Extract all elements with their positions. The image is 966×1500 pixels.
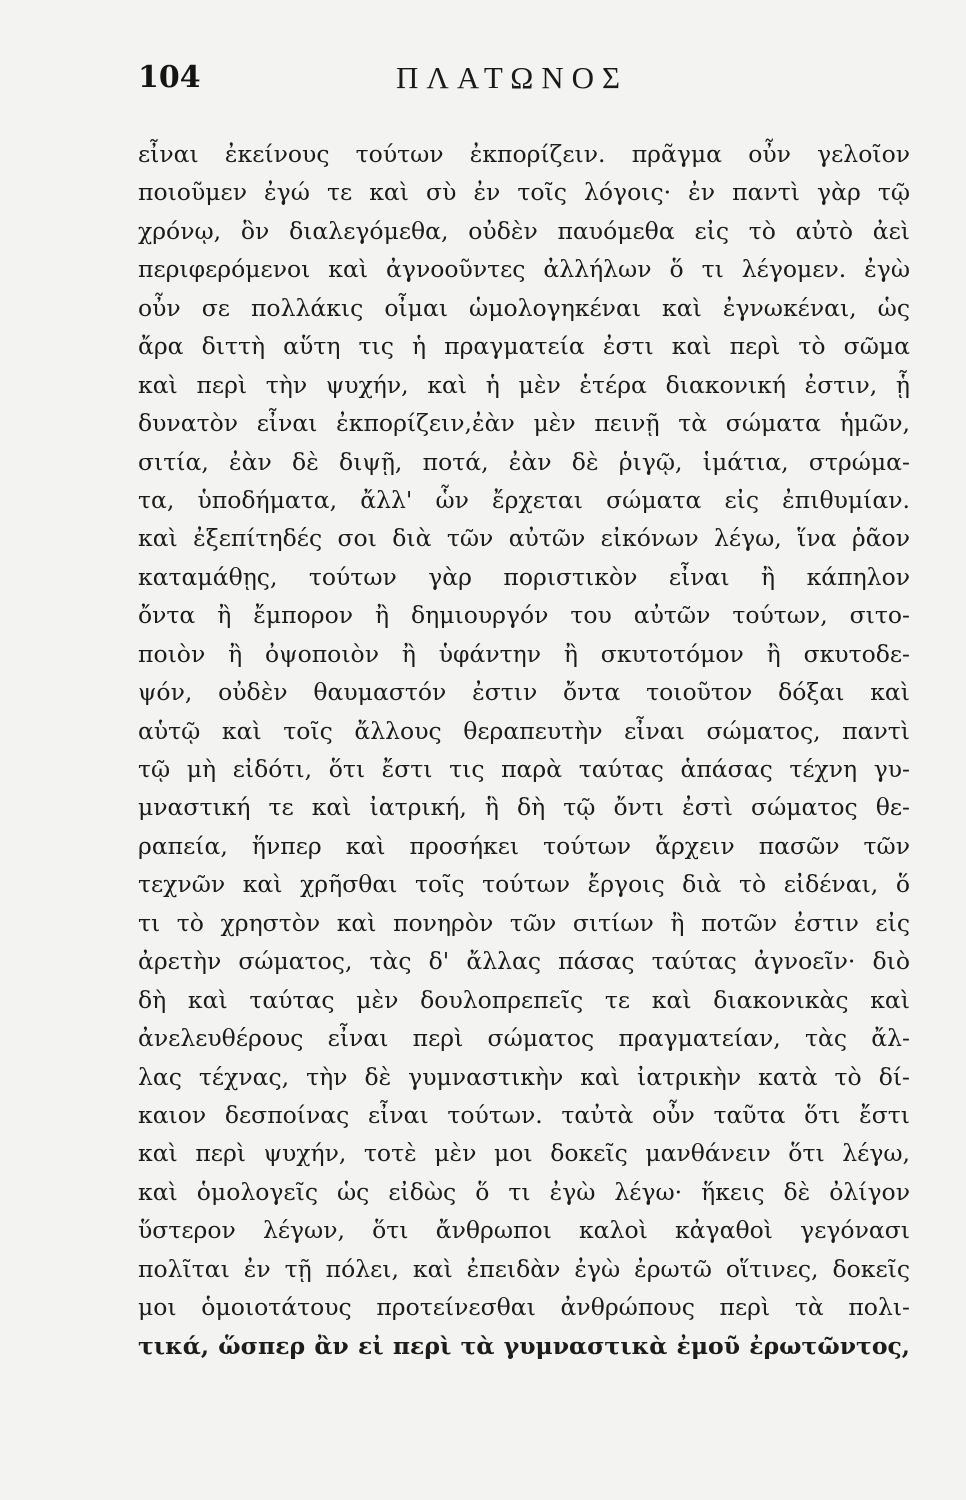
text-line: λας τέχνας, τὴν δὲ γυμναστικὴν καὶ ἰατρικὴν κατὰ τὸ δί-	[138, 1062, 910, 1091]
text-line: δυνατὸν εἶναι ἐκπορίζειν,ἐὰν μὲν πεινῇ τὰ σώματα ἡμῶν,	[138, 409, 910, 438]
text-line: ἀρετὴν σώματος, τὰς δ' ἄλλας πάσας ταύτας ἀγνοεῖν· διὸ	[138, 947, 910, 976]
text-line: μοι ὁμοιοτάτους προτείνεσθαι ἀνθρώπους περὶ τὰ πολι-	[138, 1293, 910, 1322]
text-line: καὶ περὶ τὴν ψυχήν, καὶ ἡ μὲν ἑτέρα διακονική ἐστιν, ᾗ	[138, 370, 910, 399]
text-line: οὖν σε πολλάκις οἶμαι ὡμολογηκέναι καὶ ἐγνωκέναι, ὡς	[138, 293, 910, 322]
body-text	[138, 135, 910, 1365]
text-line: ἀνελευθέρους εἶναι περὶ σώματος πραγματείαν, τὰς ἄλ-	[138, 1024, 910, 1053]
text-line: ἄρα διττὴ αὕτη τις ἡ πραγματεία ἐστι καὶ περὶ τὸ σῶμα	[138, 332, 910, 361]
text-line: καὶ ὁμολογεῖς ὡς εἰδὼς ὅ τι ἐγὼ λέγω· ἥκεις δὲ ὀλίγον	[138, 1177, 910, 1206]
text-line: ποιὸν ἢ ὀψοποιὸν ἢ ὑφάντην ἢ σκυτοτόμον ἢ σκυτοδε-	[138, 639, 910, 668]
text-line: καταμάθῃς, τούτων γὰρ ποριστικὸν εἶναι ἢ κάπηλον	[138, 562, 910, 591]
text-line: αὑτῷ καὶ τοῖς ἄλλους θεραπευτὴν εἶναι σώματος, παντὶ	[138, 716, 910, 745]
text-line: εἶναι ἐκείνους τούτων ἐκπορίζειν. πρᾶγμα οὖν γελοῖον	[138, 140, 910, 168]
text-line: ραπεία, ἥνπερ καὶ προσήκει τούτων ἄρχειν πασῶν τῶν	[138, 831, 910, 860]
page-number: 104	[138, 60, 201, 95]
text-line: καὶ περὶ ψυχήν, τοτὲ μὲν μοι δοκεῖς μανθάνειν ὅτι λέγω,	[138, 1139, 910, 1168]
text-line: ὄντα ἢ ἔμπορον ἢ δημιουργόν του αὐτῶν τούτων, σιτο-	[138, 601, 910, 630]
text-line: σιτία, ἐὰν δὲ διψῇ, ποτά, ἐὰν δὲ ῥιγῷ, ἱμάτια, στρώμα-	[138, 447, 910, 476]
text-line: τικά, ὥσπερ ἂν εἰ περὶ τὰ γυμναστικὰ ἐμοῦ ἐρωτῶντος,	[138, 1331, 910, 1360]
text-line: δὴ καὶ ταύτας μὲν δουλοπρεπεῖς τε καὶ διακονικὰς καὶ	[138, 985, 910, 1014]
page-header	[138, 60, 908, 100]
text-line: καὶ ἐξεπίτηδές σοι διὰ τῶν αὐτῶν εἰκόνων λέγω, ἵνα ῥᾶον	[138, 524, 910, 553]
text-line: τεχνῶν καὶ χρῆσθαι τοῖς τούτων ἔργοις διὰ τὸ εἰδέναι, ὅ	[138, 870, 910, 899]
text-line: τι τὸ χρηστὸν καὶ πονηρὸν τῶν σιτίων ἢ ποτῶν ἐστιν εἰς	[138, 908, 910, 937]
text-line: ποιοῦμεν ἐγώ τε καὶ σὺ ἐν τοῖς λόγοις· ἐν παντὶ γὰρ τῷ	[138, 178, 910, 207]
text-line: ψόν, οὐδὲν θαυμαστόν ἐστιν ὄντα τοιοῦτον δόξαι καὶ	[138, 678, 910, 707]
text-line: μναστική τε καὶ ἰατρική, ἣ δὴ τῷ ὄντι ἐστὶ σώματος θε-	[138, 793, 910, 822]
text-line: χρόνῳ, ὃν διαλεγόμεθα, οὐδὲν παυόμεθα εἰς τὸ αὐτὸ ἀεὶ	[138, 216, 910, 245]
text-line: τα, ὑποδήματα, ἄλλ' ὧν ἔρχεται σώματα εἰς ἐπιθυμίαν.	[138, 485, 910, 514]
text-line: καιον δεσποίνας εἶναι τούτων. ταὐτὰ οὖν ταῦτα ὅτι ἔστι	[138, 1100, 910, 1129]
text-line: πολῖται ἐν τῇ πόλει, καὶ ἐπειδὰν ἐγὼ ἐρωτῶ οἵτινες, δοκεῖς	[138, 1254, 910, 1283]
text-line: περιφερόμενοι καὶ ἀγνοοῦντες ἀλλήλων ὅ τι λέγομεν. ἐγὼ	[138, 255, 910, 284]
text-line: τῷ μὴ εἰδότι, ὅτι ἔστι τις παρὰ ταύτας ἁπάσας τέχνη γυ-	[138, 755, 910, 783]
text-line: ὕστερον λέγων, ὅτι ἄνθρωποι καλοὶ κἀγαθοὶ γεγόνασι	[138, 1216, 910, 1245]
running-title: ΠΛΑΤΩΝΟΣ	[396, 60, 629, 95]
